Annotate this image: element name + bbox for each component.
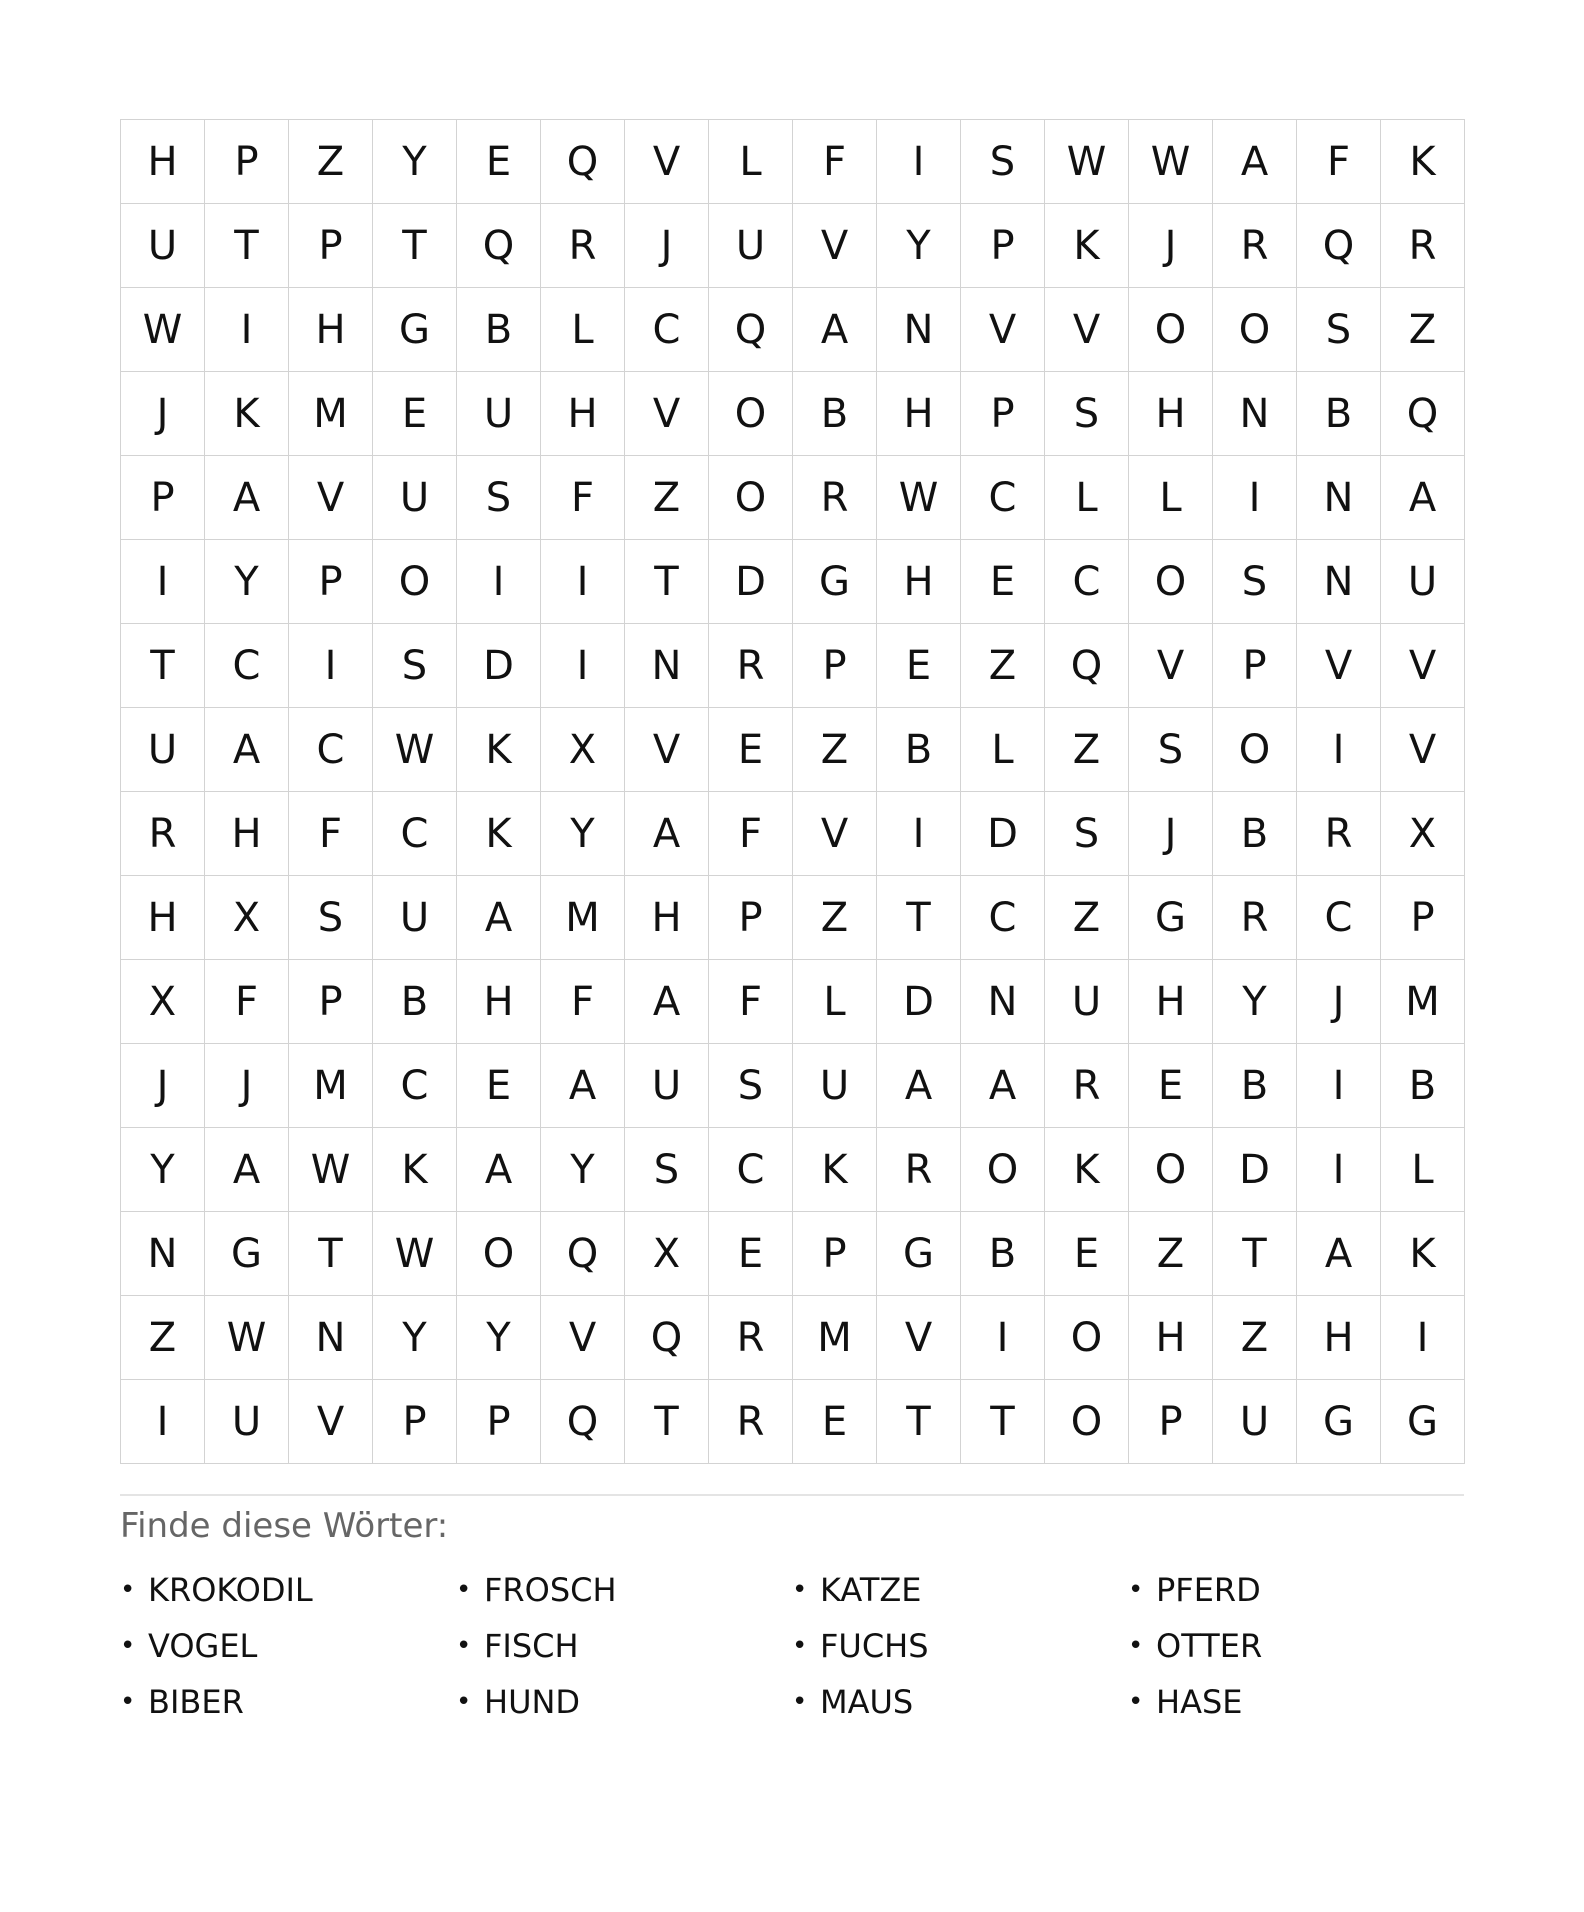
grid-cell[interactable]: V bbox=[625, 708, 709, 792]
word-list-item bbox=[456, 1618, 792, 1674]
grid-cell[interactable]: H bbox=[121, 120, 205, 204]
grid-cell[interactable]: Q bbox=[625, 1296, 709, 1380]
grid-cell[interactable]: D bbox=[877, 960, 961, 1044]
grid-cell[interactable]: G bbox=[373, 288, 457, 372]
grid-cell[interactable]: V bbox=[289, 456, 373, 540]
grid-cell[interactable]: A bbox=[1213, 120, 1297, 204]
grid-cell[interactable]: P bbox=[289, 960, 373, 1044]
grid-cell[interactable]: O bbox=[1213, 708, 1297, 792]
grid-cell[interactable]: I bbox=[205, 288, 289, 372]
grid-cell[interactable]: I bbox=[121, 1380, 205, 1464]
grid-cell[interactable]: V bbox=[1045, 288, 1129, 372]
grid-cell[interactable]: C bbox=[709, 1128, 793, 1212]
grid-cell[interactable]: C bbox=[1045, 540, 1129, 624]
grid-cell[interactable]: N bbox=[625, 624, 709, 708]
grid-cell[interactable]: B bbox=[457, 288, 541, 372]
grid-cell[interactable]: W bbox=[121, 288, 205, 372]
grid-cell[interactable]: T bbox=[121, 624, 205, 708]
grid-cell[interactable]: K bbox=[457, 708, 541, 792]
grid-cell[interactable]: B bbox=[373, 960, 457, 1044]
grid-cell[interactable]: H bbox=[1297, 1296, 1381, 1380]
grid-cell[interactable]: O bbox=[457, 1212, 541, 1296]
grid-cell[interactable]: F bbox=[709, 792, 793, 876]
grid-cell[interactable]: Q bbox=[541, 1212, 625, 1296]
grid-cell[interactable]: P bbox=[961, 204, 1045, 288]
bullet-icon: • bbox=[120, 1631, 136, 1661]
grid-cell[interactable]: U bbox=[373, 456, 457, 540]
word-list bbox=[120, 1562, 1464, 1730]
grid-cell[interactable]: E bbox=[709, 708, 793, 792]
grid-cell[interactable]: S bbox=[289, 876, 373, 960]
grid-cell[interactable]: W bbox=[373, 708, 457, 792]
grid-cell[interactable]: U bbox=[373, 876, 457, 960]
grid-cell[interactable]: A bbox=[205, 708, 289, 792]
grid-cell[interactable]: F bbox=[709, 960, 793, 1044]
grid-cell[interactable]: U bbox=[625, 1044, 709, 1128]
grid-cell[interactable]: E bbox=[709, 1212, 793, 1296]
grid-cell[interactable]: J bbox=[1297, 960, 1381, 1044]
divider bbox=[120, 1494, 1464, 1496]
grid-cell[interactable]: P bbox=[1213, 624, 1297, 708]
grid-cell[interactable]: A bbox=[457, 876, 541, 960]
word-search-puzzle bbox=[120, 119, 1464, 1730]
grid-cell[interactable]: Y bbox=[457, 1296, 541, 1380]
grid-cell[interactable]: M bbox=[289, 372, 373, 456]
grid-cell[interactable]: T bbox=[877, 876, 961, 960]
grid-cell[interactable]: W bbox=[289, 1128, 373, 1212]
grid-cell[interactable]: A bbox=[793, 288, 877, 372]
grid-cell[interactable]: N bbox=[961, 960, 1045, 1044]
grid-cell[interactable]: Q bbox=[709, 288, 793, 372]
grid-cell[interactable]: L bbox=[961, 708, 1045, 792]
grid-cell[interactable]: Y bbox=[121, 1128, 205, 1212]
grid-cell[interactable]: P bbox=[793, 624, 877, 708]
bullet-icon: • bbox=[1128, 1687, 1144, 1717]
grid-cell[interactable]: L bbox=[541, 288, 625, 372]
grid-cell[interactable]: V bbox=[793, 204, 877, 288]
grid-cell[interactable]: F bbox=[541, 960, 625, 1044]
grid-cell[interactable]: U bbox=[457, 372, 541, 456]
word-label: KATZE bbox=[820, 1571, 922, 1609]
grid-cell[interactable]: C bbox=[373, 792, 457, 876]
grid-cell[interactable]: F bbox=[289, 792, 373, 876]
grid-cell[interactable]: H bbox=[877, 372, 961, 456]
grid-cell[interactable]: R bbox=[1213, 876, 1297, 960]
grid-cell[interactable]: V bbox=[1129, 624, 1213, 708]
grid-cell[interactable]: B bbox=[961, 1212, 1045, 1296]
grid-cell[interactable]: Q bbox=[1381, 372, 1465, 456]
grid-cell[interactable]: H bbox=[457, 960, 541, 1044]
grid-cell[interactable]: L bbox=[793, 960, 877, 1044]
grid-cell[interactable]: T bbox=[625, 1380, 709, 1464]
grid-cell[interactable]: S bbox=[1129, 708, 1213, 792]
word-label: FUCHS bbox=[820, 1627, 929, 1665]
grid-cell[interactable]: T bbox=[961, 1380, 1045, 1464]
grid-cell[interactable]: N bbox=[1297, 456, 1381, 540]
grid-cell[interactable]: H bbox=[625, 876, 709, 960]
grid-cell[interactable]: K bbox=[1381, 120, 1465, 204]
grid-cell[interactable]: U bbox=[709, 204, 793, 288]
grid-cell[interactable]: O bbox=[1129, 1128, 1213, 1212]
bullet-icon: • bbox=[120, 1575, 136, 1605]
grid-cell[interactable]: B bbox=[1213, 792, 1297, 876]
grid-cell[interactable]: K bbox=[373, 1128, 457, 1212]
grid-cell[interactable]: Q bbox=[1297, 204, 1381, 288]
grid-cell[interactable]: Y bbox=[373, 120, 457, 204]
grid-cell[interactable]: J bbox=[625, 204, 709, 288]
bullet-icon: • bbox=[456, 1575, 472, 1605]
grid-cell[interactable]: I bbox=[1213, 456, 1297, 540]
grid-cell[interactable]: U bbox=[1045, 960, 1129, 1044]
grid-cell[interactable]: F bbox=[793, 120, 877, 204]
grid-cell[interactable]: Z bbox=[793, 708, 877, 792]
grid-cell[interactable]: A bbox=[541, 1044, 625, 1128]
grid-cell[interactable]: V bbox=[625, 120, 709, 204]
grid-cell[interactable]: V bbox=[1381, 624, 1465, 708]
grid-cell[interactable]: H bbox=[289, 288, 373, 372]
word-label: OTTER bbox=[1156, 1627, 1263, 1665]
grid-cell[interactable]: C bbox=[961, 456, 1045, 540]
grid-cell[interactable]: J bbox=[205, 1044, 289, 1128]
grid-cell[interactable]: F bbox=[541, 456, 625, 540]
grid-cell[interactable]: A bbox=[625, 960, 709, 1044]
grid-cell[interactable]: I bbox=[1297, 1128, 1381, 1212]
grid-cell[interactable]: N bbox=[1297, 540, 1381, 624]
grid-cell[interactable]: R bbox=[709, 1380, 793, 1464]
grid-cell[interactable]: P bbox=[121, 456, 205, 540]
grid-cell[interactable]: G bbox=[1297, 1380, 1381, 1464]
grid-cell[interactable]: R bbox=[541, 204, 625, 288]
word-label: MAUS bbox=[820, 1683, 914, 1721]
grid-cell[interactable]: L bbox=[709, 120, 793, 204]
grid-cell[interactable]: N bbox=[877, 288, 961, 372]
grid-cell[interactable]: D bbox=[961, 792, 1045, 876]
grid-cell[interactable]: V bbox=[793, 792, 877, 876]
word-list-item bbox=[120, 1618, 456, 1674]
grid-cell[interactable]: G bbox=[1129, 876, 1213, 960]
grid-cell[interactable]: U bbox=[121, 708, 205, 792]
grid-cell[interactable]: O bbox=[709, 372, 793, 456]
grid-cell[interactable]: I bbox=[541, 540, 625, 624]
grid-cell[interactable]: I bbox=[961, 1296, 1045, 1380]
grid-cell[interactable]: Z bbox=[1129, 1212, 1213, 1296]
grid-cell[interactable]: K bbox=[1381, 1212, 1465, 1296]
grid-cell[interactable]: C bbox=[1297, 876, 1381, 960]
grid-cell[interactable]: E bbox=[1129, 1044, 1213, 1128]
grid-cell[interactable]: C bbox=[961, 876, 1045, 960]
grid-cell[interactable]: V bbox=[289, 1380, 373, 1464]
grid-cell[interactable]: V bbox=[1381, 708, 1465, 792]
grid-cell[interactable]: K bbox=[1045, 204, 1129, 288]
word-label: VOGEL bbox=[148, 1627, 258, 1665]
grid-cell[interactable]: J bbox=[121, 372, 205, 456]
word-label: FISCH bbox=[484, 1627, 579, 1665]
grid-cell[interactable]: I bbox=[541, 624, 625, 708]
grid-cell[interactable]: S bbox=[961, 120, 1045, 204]
grid-cell[interactable]: K bbox=[793, 1128, 877, 1212]
word-list-title: Finde diese Wörter: bbox=[120, 1506, 449, 1546]
grid-cell[interactable]: Z bbox=[1045, 876, 1129, 960]
grid-cell[interactable]: P bbox=[289, 540, 373, 624]
bullet-icon: • bbox=[456, 1631, 472, 1661]
grid-cell[interactable]: B bbox=[1381, 1044, 1465, 1128]
grid-cell[interactable]: Q bbox=[541, 1380, 625, 1464]
grid-cell[interactable]: Y bbox=[373, 1296, 457, 1380]
word-list-item bbox=[1128, 1674, 1464, 1730]
grid-cell[interactable]: D bbox=[1213, 1128, 1297, 1212]
bullet-icon: • bbox=[456, 1687, 472, 1717]
grid-cell[interactable]: R bbox=[1045, 1044, 1129, 1128]
grid-cell[interactable]: X bbox=[541, 708, 625, 792]
grid-cell[interactable]: M bbox=[793, 1296, 877, 1380]
grid-cell[interactable]: S bbox=[709, 1044, 793, 1128]
grid-cell[interactable]: R bbox=[1381, 204, 1465, 288]
grid-cell[interactable]: U bbox=[121, 204, 205, 288]
grid-cell[interactable]: X bbox=[205, 876, 289, 960]
letter-grid bbox=[120, 119, 1465, 1464]
grid-cell[interactable]: Z bbox=[1213, 1296, 1297, 1380]
grid-cell[interactable]: Y bbox=[541, 792, 625, 876]
word-label: BIBER bbox=[148, 1683, 244, 1721]
grid-cell[interactable]: K bbox=[205, 372, 289, 456]
grid-cell[interactable]: K bbox=[1045, 1128, 1129, 1212]
bullet-icon: • bbox=[1128, 1575, 1144, 1605]
grid-cell[interactable]: V bbox=[625, 372, 709, 456]
grid-cell[interactable]: J bbox=[121, 1044, 205, 1128]
grid-cell[interactable]: H bbox=[541, 372, 625, 456]
grid-cell[interactable]: R bbox=[793, 456, 877, 540]
grid-cell[interactable]: Q bbox=[1045, 624, 1129, 708]
grid-cell[interactable]: H bbox=[1129, 960, 1213, 1044]
grid-cell[interactable]: R bbox=[1213, 204, 1297, 288]
grid-cell[interactable]: M bbox=[541, 876, 625, 960]
word-list-item bbox=[456, 1674, 792, 1730]
grid-cell[interactable]: I bbox=[289, 624, 373, 708]
grid-cell[interactable]: S bbox=[1045, 372, 1129, 456]
grid-cell[interactable]: O bbox=[961, 1128, 1045, 1212]
grid-cell[interactable]: V bbox=[877, 1296, 961, 1380]
grid-cell[interactable]: A bbox=[961, 1044, 1045, 1128]
grid-cell[interactable]: U bbox=[793, 1044, 877, 1128]
grid-cell[interactable]: O bbox=[1213, 288, 1297, 372]
grid-cell[interactable]: X bbox=[121, 960, 205, 1044]
grid-cell[interactable]: P bbox=[961, 372, 1045, 456]
word-label: HASE bbox=[1156, 1683, 1243, 1721]
grid-cell[interactable]: Z bbox=[289, 120, 373, 204]
grid-cell[interactable]: H bbox=[877, 540, 961, 624]
grid-cell[interactable]: L bbox=[1129, 456, 1213, 540]
grid-cell[interactable]: I bbox=[877, 120, 961, 204]
grid-cell[interactable]: W bbox=[373, 1212, 457, 1296]
grid-cell[interactable]: A bbox=[877, 1044, 961, 1128]
grid-cell[interactable]: P bbox=[289, 204, 373, 288]
grid-cell[interactable]: U bbox=[205, 1380, 289, 1464]
grid-cell[interactable]: J bbox=[1129, 792, 1213, 876]
grid-cell[interactable]: S bbox=[1297, 288, 1381, 372]
grid-cell[interactable]: K bbox=[457, 792, 541, 876]
grid-cell[interactable]: W bbox=[1045, 120, 1129, 204]
word-list-item bbox=[792, 1618, 1128, 1674]
grid-cell[interactable]: M bbox=[1381, 960, 1465, 1044]
grid-cell[interactable]: P bbox=[205, 120, 289, 204]
grid-cell[interactable]: M bbox=[289, 1044, 373, 1128]
grid-cell[interactable]: P bbox=[793, 1212, 877, 1296]
bullet-icon: • bbox=[1128, 1631, 1144, 1661]
word-label: KROKODIL bbox=[148, 1571, 313, 1609]
grid-cell[interactable]: Z bbox=[793, 876, 877, 960]
grid-cell[interactable]: V bbox=[961, 288, 1045, 372]
grid-cell[interactable]: A bbox=[625, 792, 709, 876]
grid-cell[interactable]: I bbox=[877, 792, 961, 876]
grid-cell[interactable]: I bbox=[457, 540, 541, 624]
grid-cell[interactable]: D bbox=[457, 624, 541, 708]
grid-cell[interactable]: H bbox=[121, 876, 205, 960]
grid-cell[interactable]: G bbox=[1381, 1380, 1465, 1464]
grid-cell[interactable]: A bbox=[205, 456, 289, 540]
bullet-icon: • bbox=[792, 1631, 808, 1661]
word-list-item bbox=[1128, 1618, 1464, 1674]
grid-cell[interactable]: R bbox=[121, 792, 205, 876]
grid-cell[interactable]: O bbox=[373, 540, 457, 624]
grid-cell[interactable]: H bbox=[1129, 1296, 1213, 1380]
grid-cell[interactable]: E bbox=[373, 372, 457, 456]
grid-cell[interactable]: R bbox=[709, 1296, 793, 1380]
grid-cell[interactable]: W bbox=[877, 456, 961, 540]
grid-cell[interactable]: A bbox=[205, 1128, 289, 1212]
grid-cell[interactable]: X bbox=[625, 1212, 709, 1296]
word-list-item bbox=[792, 1562, 1128, 1618]
word-list-item bbox=[1128, 1562, 1464, 1618]
grid-cell[interactable]: O bbox=[1129, 540, 1213, 624]
grid-cell[interactable]: T bbox=[289, 1212, 373, 1296]
grid-cell[interactable]: C bbox=[625, 288, 709, 372]
grid-cell[interactable]: R bbox=[709, 624, 793, 708]
grid-cell[interactable]: G bbox=[205, 1212, 289, 1296]
grid-cell[interactable]: N bbox=[1213, 372, 1297, 456]
bullet-icon: • bbox=[120, 1687, 136, 1717]
grid-cell[interactable]: Z bbox=[961, 624, 1045, 708]
grid-cell[interactable]: R bbox=[877, 1128, 961, 1212]
grid-cell[interactable]: I bbox=[1381, 1296, 1465, 1380]
word-list-item bbox=[456, 1562, 792, 1618]
grid-cell[interactable]: V bbox=[1297, 624, 1381, 708]
grid-cell[interactable]: P bbox=[709, 876, 793, 960]
grid-cell[interactable]: B bbox=[1297, 372, 1381, 456]
grid-cell[interactable]: T bbox=[373, 204, 457, 288]
grid-cell[interactable]: F bbox=[1297, 120, 1381, 204]
grid-cell[interactable]: P bbox=[1129, 1380, 1213, 1464]
grid-cell[interactable]: Z bbox=[121, 1296, 205, 1380]
grid-cell[interactable]: P bbox=[1381, 876, 1465, 960]
word-list-item bbox=[120, 1562, 456, 1618]
grid-cell[interactable]: P bbox=[373, 1380, 457, 1464]
grid-cell[interactable]: L bbox=[1381, 1128, 1465, 1212]
grid-cell[interactable]: B bbox=[793, 372, 877, 456]
grid-cell[interactable]: R bbox=[1297, 792, 1381, 876]
grid-cell[interactable]: E bbox=[457, 120, 541, 204]
grid-cell[interactable]: Y bbox=[205, 540, 289, 624]
grid-cell[interactable]: F bbox=[205, 960, 289, 1044]
grid-cell[interactable]: I bbox=[1297, 1044, 1381, 1128]
grid-cell[interactable]: S bbox=[373, 624, 457, 708]
grid-cell[interactable]: A bbox=[1381, 456, 1465, 540]
grid-cell[interactable]: O bbox=[1045, 1380, 1129, 1464]
grid-cell[interactable]: H bbox=[205, 792, 289, 876]
grid-cell[interactable]: J bbox=[1129, 204, 1213, 288]
grid-cell[interactable]: W bbox=[205, 1296, 289, 1380]
grid-cell[interactable]: O bbox=[709, 456, 793, 540]
grid-cell[interactable]: B bbox=[1213, 1044, 1297, 1128]
grid-cell[interactable]: X bbox=[1381, 792, 1465, 876]
grid-cell[interactable]: A bbox=[1297, 1212, 1381, 1296]
grid-cell[interactable]: V bbox=[541, 1296, 625, 1380]
word-label: PFERD bbox=[1156, 1571, 1261, 1609]
grid-cell[interactable]: N bbox=[289, 1296, 373, 1380]
grid-cell[interactable]: C bbox=[289, 708, 373, 792]
grid-cell[interactable]: E bbox=[961, 540, 1045, 624]
grid-cell[interactable]: Z bbox=[1045, 708, 1129, 792]
word-list-item bbox=[792, 1674, 1128, 1730]
word-label: HUND bbox=[484, 1683, 581, 1721]
grid-cell[interactable]: T bbox=[625, 540, 709, 624]
grid-cell[interactable]: U bbox=[1381, 540, 1465, 624]
grid-cell[interactable]: Y bbox=[877, 204, 961, 288]
grid-cell[interactable]: S bbox=[625, 1128, 709, 1212]
grid-cell[interactable]: S bbox=[1213, 540, 1297, 624]
grid-cell[interactable]: E bbox=[457, 1044, 541, 1128]
grid-cell[interactable]: C bbox=[205, 624, 289, 708]
grid-cell[interactable]: G bbox=[793, 540, 877, 624]
grid-cell[interactable]: E bbox=[793, 1380, 877, 1464]
grid-cell[interactable]: H bbox=[1129, 372, 1213, 456]
grid-cell[interactable]: S bbox=[457, 456, 541, 540]
grid-cell[interactable]: Y bbox=[541, 1128, 625, 1212]
grid-cell[interactable]: P bbox=[457, 1380, 541, 1464]
grid-cell[interactable]: Y bbox=[1213, 960, 1297, 1044]
grid-cell[interactable]: E bbox=[877, 624, 961, 708]
bullet-icon: • bbox=[792, 1575, 808, 1605]
grid-cell[interactable]: Z bbox=[625, 456, 709, 540]
grid-cell[interactable]: A bbox=[457, 1128, 541, 1212]
grid-cell[interactable]: O bbox=[1129, 288, 1213, 372]
grid-cell[interactable]: E bbox=[1045, 1212, 1129, 1296]
grid-cell[interactable]: I bbox=[1297, 708, 1381, 792]
word-label: FROSCH bbox=[484, 1571, 617, 1609]
grid-cell[interactable]: T bbox=[205, 204, 289, 288]
grid-cell[interactable]: L bbox=[1045, 456, 1129, 540]
grid-cell[interactable]: Q bbox=[541, 120, 625, 204]
grid-cell[interactable]: D bbox=[709, 540, 793, 624]
grid-cell[interactable]: I bbox=[121, 540, 205, 624]
grid-cell[interactable]: O bbox=[1045, 1296, 1129, 1380]
word-list-item bbox=[120, 1674, 456, 1730]
grid-cell[interactable]: Q bbox=[457, 204, 541, 288]
grid-cell[interactable]: Z bbox=[1381, 288, 1465, 372]
grid-cell[interactable]: C bbox=[373, 1044, 457, 1128]
grid-cell[interactable]: T bbox=[1213, 1212, 1297, 1296]
grid-cell[interactable]: B bbox=[877, 708, 961, 792]
grid-cell[interactable]: W bbox=[1129, 120, 1213, 204]
grid-cell[interactable]: T bbox=[877, 1380, 961, 1464]
bullet-icon: • bbox=[792, 1687, 808, 1717]
grid-cell[interactable]: U bbox=[1213, 1380, 1297, 1464]
grid-cell[interactable]: N bbox=[121, 1212, 205, 1296]
grid-cell[interactable]: G bbox=[877, 1212, 961, 1296]
grid-cell[interactable]: S bbox=[1045, 792, 1129, 876]
